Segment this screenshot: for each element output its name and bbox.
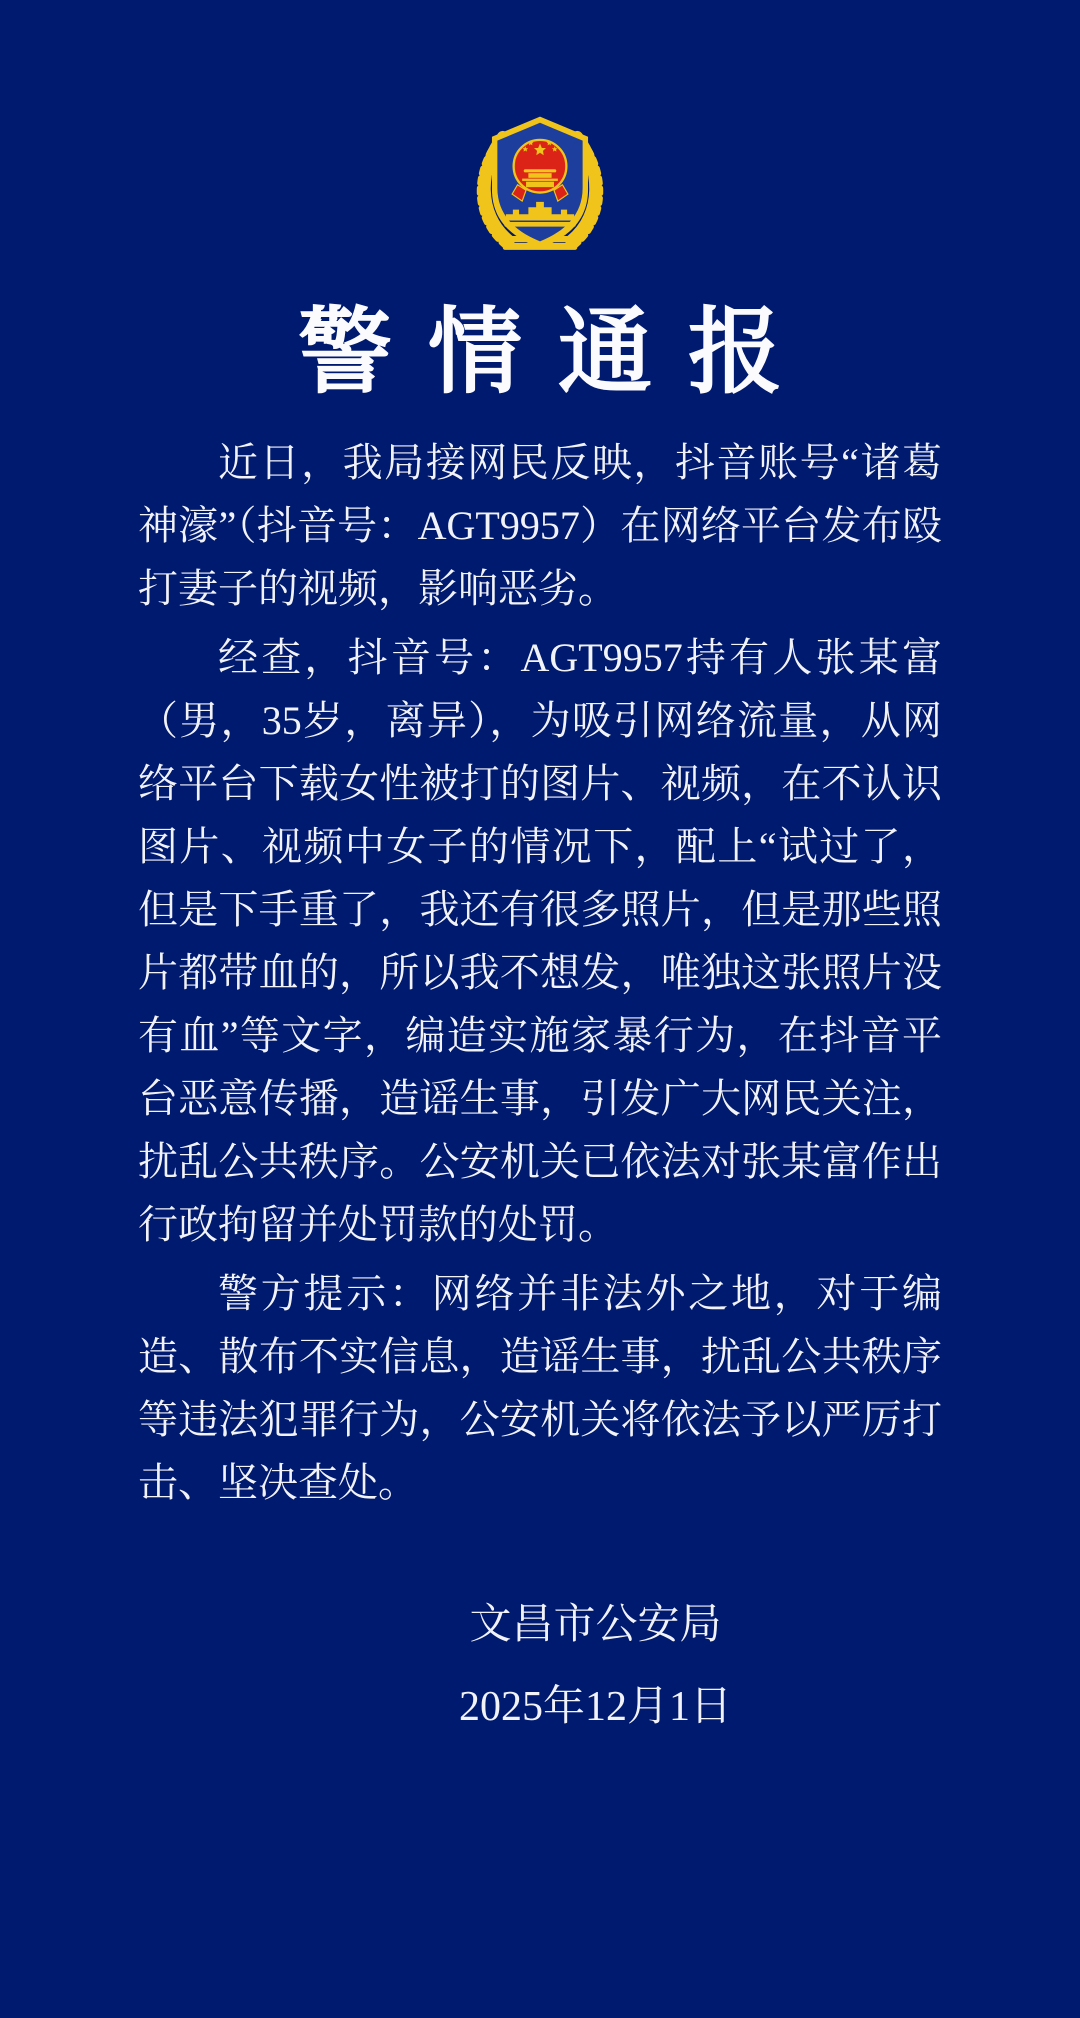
paragraph-police-warning: 警方提示：网络并非法外之地，对于编造、散布不实信息，造谣生事，扰乱公共秩序等违法犯罪行为，公安机关将依法予以严厉打击、坚决查处。 [138,1271,942,1505]
signature-block [459,1600,732,1732]
paragraph-report: 近日，我局接网民反映，抖音账号“诸葛神濠”（抖音号：AGT9957）在网络平台发布殴打妻子的视频，影响恶劣。 [138,440,942,611]
police-notice-poster [0,98,1080,2018]
police-badge-icon [470,98,610,253]
paragraph-investigation: 经查，抖音号：AGT9957持有人张某富（男，35岁，离异），为吸引网络流量，从网络平台下载女性被打的图片、视频，在不认识图片、视频中女子的情况下，配上“试过了，但是下手重了，我还有很多照片，但是那些照片都带血的，所以我不想发，唯独这张照片没有血”等文字，编造实施家暴行为，在抖音平台恶意传播，造谣生事，引发广大网民关注，扰乱公共秩序。公安机关已依法对张某富作出行政拘留并处罚款的处罚。 [138,635,942,1247]
notice-body [138,431,942,1514]
notice-title: 警情通报 [297,301,818,405]
issue-date: 2025年12月1日 [458,1684,732,1730]
issuing-agency: 文昌市公安局 [469,1602,722,1648]
